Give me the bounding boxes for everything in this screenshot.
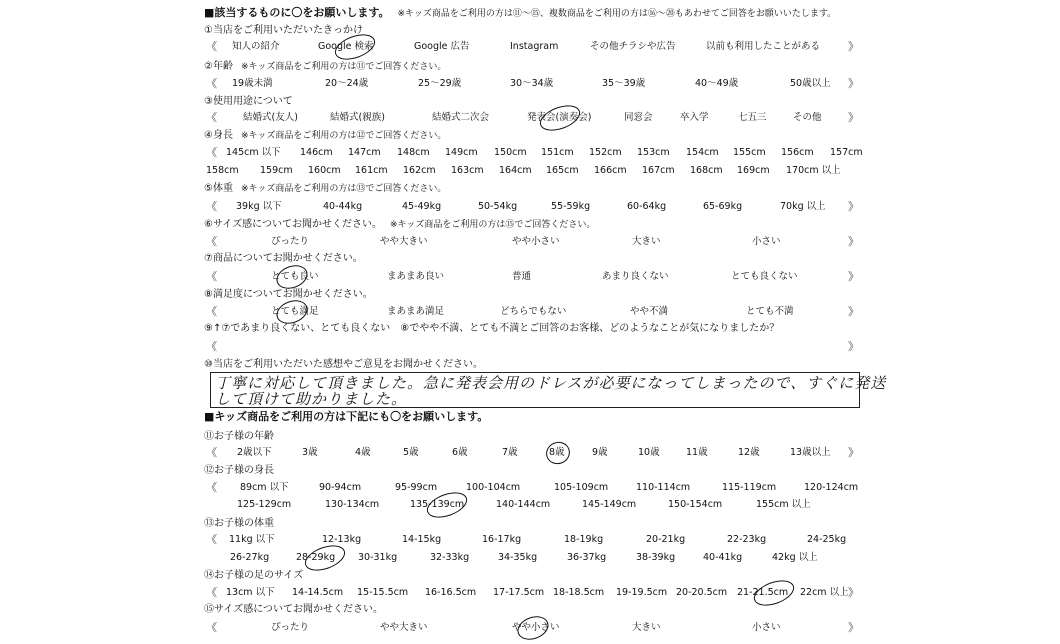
q14-label-text: ⑭お子様の足のサイズ <box>204 570 304 581</box>
q8-option[interactable]: どちらでもない <box>500 306 567 317</box>
q5-option[interactable]: 60-64kg <box>627 201 667 212</box>
q6-bracket-close: 》 <box>848 235 859 248</box>
q2-option[interactable]: 35〜39歳 <box>602 78 646 89</box>
q5-option[interactable]: 40-44kg <box>323 201 363 212</box>
q11-option[interactable]: 12歳 <box>738 447 760 458</box>
q3-selection-mark <box>537 100 584 135</box>
q13-option[interactable]: 22-23kg <box>727 534 767 545</box>
q6-option[interactable]: 小さい <box>752 236 781 247</box>
q5-option[interactable]: 70kg 以上 <box>780 201 826 212</box>
q3-option[interactable]: 卒入学 <box>680 112 709 123</box>
q15-option[interactable]: やや小さい <box>512 622 560 633</box>
q15-bracket-open: 《 <box>206 621 217 634</box>
q13-option[interactable]: 28-29kg <box>296 552 336 563</box>
q13-option[interactable]: 24-25kg <box>807 534 847 545</box>
q5-note: ※キッズ商品をご利用の方は⑬でご回答ください。 <box>240 184 447 194</box>
q7-label-text: ⑦商品についてお聞かせください。 <box>204 253 363 264</box>
q5-label-text: ⑤体重 <box>204 183 233 194</box>
q15-label <box>204 603 383 617</box>
q2-option[interactable]: 25〜29歳 <box>418 78 462 89</box>
q1-option[interactable]: Google 広告 <box>414 41 470 52</box>
q12-option[interactable]: 135-139cm <box>410 499 465 510</box>
q11-selection-mark <box>543 439 573 468</box>
q9-label-text: ⑨↑⑦であまり良くない、とても良くない ⑧でやや不満、とても不満とご回答のお客様、どのようなことが気になりましたか？ <box>204 323 780 334</box>
q1-option[interactable]: Google 検索 <box>318 41 374 52</box>
q12-option[interactable]: 95-99cm <box>395 482 438 493</box>
q2-bracket-open: 《 <box>206 77 217 90</box>
q13-option[interactable]: 11kg 以下 <box>229 534 275 545</box>
q5-option[interactable]: 45-49kg <box>402 201 442 212</box>
section-header-main-note: ※キッズ商品をご利用の方は⑪〜⑮、複数商品をご利用の方は⑯〜⑳もあわせてご回答をお願いいたします。 <box>397 9 837 19</box>
q5-option[interactable]: 39kg 以下 <box>236 201 282 212</box>
q7-option[interactable]: あまり良くない <box>602 271 669 282</box>
q12-option[interactable]: 100-104cm <box>466 482 521 493</box>
q3-option[interactable]: 七五三 <box>738 112 767 123</box>
q11-label <box>204 430 274 444</box>
q4-option[interactable]: 145cm 以下 <box>226 147 281 158</box>
q4-option[interactable]: 153cm <box>637 147 670 158</box>
q6-label <box>204 218 595 232</box>
q11-option[interactable]: 2歳以下 <box>237 447 272 458</box>
section-header-main-title: ■該当するものに〇をお願いします。 <box>204 6 390 19</box>
q8-option[interactable]: まあまあ満足 <box>387 306 445 317</box>
q1-option[interactable]: Instagram <box>510 41 559 52</box>
q4-option[interactable]: 166cm <box>594 165 627 176</box>
q1-label <box>204 24 363 38</box>
q14-selection-mark <box>751 575 798 610</box>
q12-bracket-open: 《 <box>206 481 217 494</box>
q3-label <box>204 95 293 109</box>
q12-option[interactable]: 90-94cm <box>319 482 362 493</box>
q13-bracket-open: 《 <box>206 533 217 546</box>
q11-option[interactable]: 11歳 <box>686 447 708 458</box>
q4-option[interactable]: 161cm <box>355 165 388 176</box>
q14-option[interactable]: 14-14.5cm <box>292 587 344 598</box>
q5-option[interactable]: 55-59kg <box>551 201 591 212</box>
q7-bracket-close: 》 <box>848 270 859 283</box>
q3-option[interactable]: 結婚式(親族) <box>330 112 385 123</box>
q15-option[interactable]: やや大きい <box>380 622 428 633</box>
q7-label <box>204 252 363 266</box>
section-header-kids-title: ■キッズ商品をご利用の方は下記にも〇をお願いします。 <box>204 410 489 423</box>
q12-option[interactable]: 125-129cm <box>237 499 292 510</box>
q10-label-text: ⑩当店をご利用いただいた感想やご意見をお聞かせください。 <box>204 359 483 370</box>
q12-option[interactable]: 110-114cm <box>636 482 691 493</box>
q4-option[interactable]: 163cm <box>451 165 484 176</box>
q9-label <box>204 322 779 336</box>
q4-option[interactable]: 162cm <box>403 165 436 176</box>
q13-option[interactable]: 32-33kg <box>430 552 470 563</box>
section-header-main <box>204 6 836 21</box>
q9-bracket-open: 《 <box>206 340 217 353</box>
q7-option[interactable]: とても良い <box>271 271 319 282</box>
q4-option[interactable]: 165cm <box>546 165 579 176</box>
q6-option[interactable]: ぴったり <box>271 236 310 247</box>
q13-option[interactable]: 14-15kg <box>402 534 442 545</box>
q10-label <box>204 358 483 372</box>
q13-option[interactable]: 34-35kg <box>498 552 538 563</box>
q4-option[interactable]: 156cm <box>781 147 814 158</box>
q12-option[interactable]: 105-109cm <box>554 482 609 493</box>
q5-bracket-close: 》 <box>848 200 859 213</box>
q13-option[interactable]: 38-39kg <box>636 552 676 563</box>
q1-bracket-open: 《 <box>206 40 217 53</box>
q4-option[interactable]: 170cm 以上 <box>786 165 841 176</box>
q11-option[interactable]: 5歳 <box>403 447 419 458</box>
q2-note: ※キッズ商品をご利用の方は⑪でご回答ください。 <box>240 62 447 72</box>
q4-bracket-open: 《 <box>206 146 217 159</box>
q8-bracket-open: 《 <box>206 305 217 318</box>
q4-option[interactable]: 154cm <box>686 147 719 158</box>
q14-label <box>204 569 303 583</box>
q11-bracket-close: 》 <box>848 446 859 459</box>
q2-option[interactable]: 40〜49歳 <box>695 78 739 89</box>
q3-option[interactable]: その他 <box>793 112 822 123</box>
q14-option[interactable]: 20-20.5cm <box>676 587 728 598</box>
feedback-answer-box <box>210 372 887 408</box>
q2-option[interactable]: 50歳以上 <box>790 78 831 89</box>
q14-option[interactable]: 18-18.5cm <box>553 587 605 598</box>
q15-option[interactable]: ぴったり <box>271 622 310 633</box>
q14-bracket-close: 》 <box>848 586 859 599</box>
q4-option[interactable]: 147cm <box>348 147 381 158</box>
q11-label-text: ⑪お子様の年齢 <box>204 431 274 442</box>
q2-bracket-close: 》 <box>848 77 859 90</box>
q8-label-text: ⑧満足度についてお聞かせください。 <box>204 289 373 300</box>
q4-option[interactable]: 152cm <box>589 147 622 158</box>
q1-bracket-close: 》 <box>848 40 859 53</box>
q13-option[interactable]: 12-13kg <box>322 534 362 545</box>
q8-label <box>204 288 373 302</box>
q1-option[interactable]: 以前も利用したことがある <box>706 41 821 52</box>
q1-label-text: ①当店をご利用いただいたきっかけ <box>204 25 363 36</box>
q15-option[interactable]: 小さい <box>752 622 781 633</box>
q4-option[interactable]: 155cm <box>733 147 766 158</box>
q7-option[interactable]: とても良くない <box>731 271 798 282</box>
q4-option[interactable]: 158cm <box>206 165 239 176</box>
q4-option[interactable]: 168cm <box>690 165 723 176</box>
q4-option[interactable]: 164cm <box>499 165 532 176</box>
q2-option[interactable]: 20〜24歳 <box>325 78 369 89</box>
q12-option[interactable]: 145-149cm <box>582 499 637 510</box>
q13-option[interactable]: 40-41kg <box>703 552 743 563</box>
q13-option[interactable]: 18-19kg <box>564 534 604 545</box>
feedback-answer-line-2: して頂けて助かりました。 <box>215 390 408 408</box>
q7-option[interactable]: まあまあ良い <box>387 271 445 282</box>
q4-option[interactable]: 157cm <box>830 147 863 158</box>
q9-bracket-close: 》 <box>848 340 859 353</box>
q8-option[interactable]: とても満足 <box>271 306 319 317</box>
q11-option[interactable]: 3歳 <box>302 447 318 458</box>
q11-option[interactable]: 7歳 <box>502 447 518 458</box>
q11-option[interactable]: 8歳 <box>549 447 565 458</box>
q12-option[interactable]: 89cm 以下 <box>240 482 289 493</box>
q4-option[interactable]: 159cm <box>260 165 293 176</box>
q6-option[interactable]: 大きい <box>632 236 661 247</box>
q11-option[interactable]: 6歳 <box>452 447 468 458</box>
q7-option[interactable]: 普通 <box>512 271 532 282</box>
section-header-kids <box>204 410 488 425</box>
q11-option[interactable]: 10歳 <box>638 447 660 458</box>
q5-label <box>204 182 446 196</box>
q12-option[interactable]: 120-124cm <box>804 482 859 493</box>
q14-option[interactable]: 15-15.5cm <box>357 587 409 598</box>
q5-option[interactable]: 50-54kg <box>478 201 518 212</box>
q15-bracket-close: 》 <box>848 621 859 634</box>
q14-option[interactable]: 16-16.5cm <box>425 587 477 598</box>
q5-bracket-open: 《 <box>206 200 217 213</box>
q4-option[interactable]: 150cm <box>494 147 527 158</box>
q7-bracket-open: 《 <box>206 270 217 283</box>
q13-label <box>204 517 274 531</box>
q12-option[interactable]: 155cm 以上 <box>756 499 811 510</box>
q11-option[interactable]: 9歳 <box>592 447 608 458</box>
q6-option[interactable]: やや小さい <box>512 236 560 247</box>
q13-option[interactable]: 20-21kg <box>646 534 686 545</box>
q14-option[interactable]: 19-19.5cm <box>616 587 668 598</box>
q4-label <box>204 129 446 143</box>
q13-option[interactable]: 36-37kg <box>567 552 607 563</box>
feedback-answer-line-1: 丁寧に対応して頂きました。急に発表会用のドレスが必要になってしまったので、すぐに発送 <box>215 374 887 392</box>
q3-option[interactable]: 結婚式(友人) <box>243 112 298 123</box>
q3-option[interactable]: 結婚式二次会 <box>432 112 490 123</box>
q4-option[interactable]: 169cm <box>737 165 770 176</box>
q14-bracket-open: 《 <box>206 586 217 599</box>
q11-bracket-open: 《 <box>206 446 217 459</box>
q6-bracket-open: 《 <box>206 235 217 248</box>
q6-option[interactable]: やや大きい <box>380 236 428 247</box>
q1-option[interactable]: その他チラシや広告 <box>590 41 676 52</box>
q12-option[interactable]: 140-144cm <box>496 499 551 510</box>
q8-option[interactable]: やや不満 <box>630 306 669 317</box>
q3-bracket-open: 《 <box>206 111 217 124</box>
q13-option[interactable]: 30-31kg <box>358 552 398 563</box>
q3-bracket-close: 》 <box>848 111 859 124</box>
q4-note: ※キッズ商品をご利用の方は⑫でご回答ください。 <box>240 131 447 141</box>
q2-label <box>204 60 446 74</box>
q3-option[interactable]: 同窓会 <box>624 112 653 123</box>
q14-option[interactable]: 22cm 以上 <box>800 587 849 598</box>
q3-label-text: ③使用用途について <box>204 96 293 107</box>
q6-label-text: ⑥サイズ感についてお聞かせください。 <box>204 219 382 230</box>
q4-label-text: ④身長 <box>204 130 233 141</box>
q12-option[interactable]: 150-154cm <box>668 499 723 510</box>
q8-bracket-close: 》 <box>848 305 859 318</box>
q11-option[interactable]: 4歳 <box>355 447 371 458</box>
q2-option[interactable]: 19歳未満 <box>232 78 273 89</box>
q15-option[interactable]: 大きい <box>632 622 661 633</box>
q3-option[interactable]: 発表会(演奏会) <box>527 112 592 123</box>
q12-label-text: ⑫お子様の身長 <box>204 465 274 476</box>
q6-note: ※キッズ商品をご利用の方は⑮でご回答ください。 <box>389 220 596 230</box>
q13-option[interactable]: 42kg 以上 <box>772 552 818 563</box>
q4-option[interactable]: 160cm <box>308 165 341 176</box>
q4-option[interactable]: 151cm <box>541 147 574 158</box>
q12-option[interactable]: 130-134cm <box>325 499 380 510</box>
q14-option[interactable]: 21-21.5cm <box>737 587 789 598</box>
q8-option[interactable]: とても不満 <box>746 306 794 317</box>
q14-option[interactable]: 13cm 以下 <box>226 587 275 598</box>
q2-label-text: ②年齢 <box>204 61 233 72</box>
q5-option[interactable]: 65-69kg <box>703 201 743 212</box>
q14-option[interactable]: 17-17.5cm <box>493 587 545 598</box>
q2-option[interactable]: 30〜34歳 <box>510 78 554 89</box>
q15-label-text: ⑮サイズ感についてお聞かせください。 <box>204 604 383 615</box>
q12-label <box>204 464 274 478</box>
q4-option[interactable]: 149cm <box>445 147 478 158</box>
q13-option[interactable]: 16-17kg <box>482 534 522 545</box>
q4-option[interactable]: 148cm <box>397 147 430 158</box>
q13-option[interactable]: 26-27kg <box>230 552 270 563</box>
q4-option[interactable]: 146cm <box>300 147 333 158</box>
q4-option[interactable]: 167cm <box>642 165 675 176</box>
q12-option[interactable]: 115-119cm <box>722 482 777 493</box>
q1-option[interactable]: 知人の紹介 <box>232 41 280 52</box>
q13-label-text: ⑬お子様の体重 <box>204 518 274 529</box>
q15-selection-mark <box>514 612 552 644</box>
q11-option[interactable]: 13歳以上 <box>790 447 831 458</box>
